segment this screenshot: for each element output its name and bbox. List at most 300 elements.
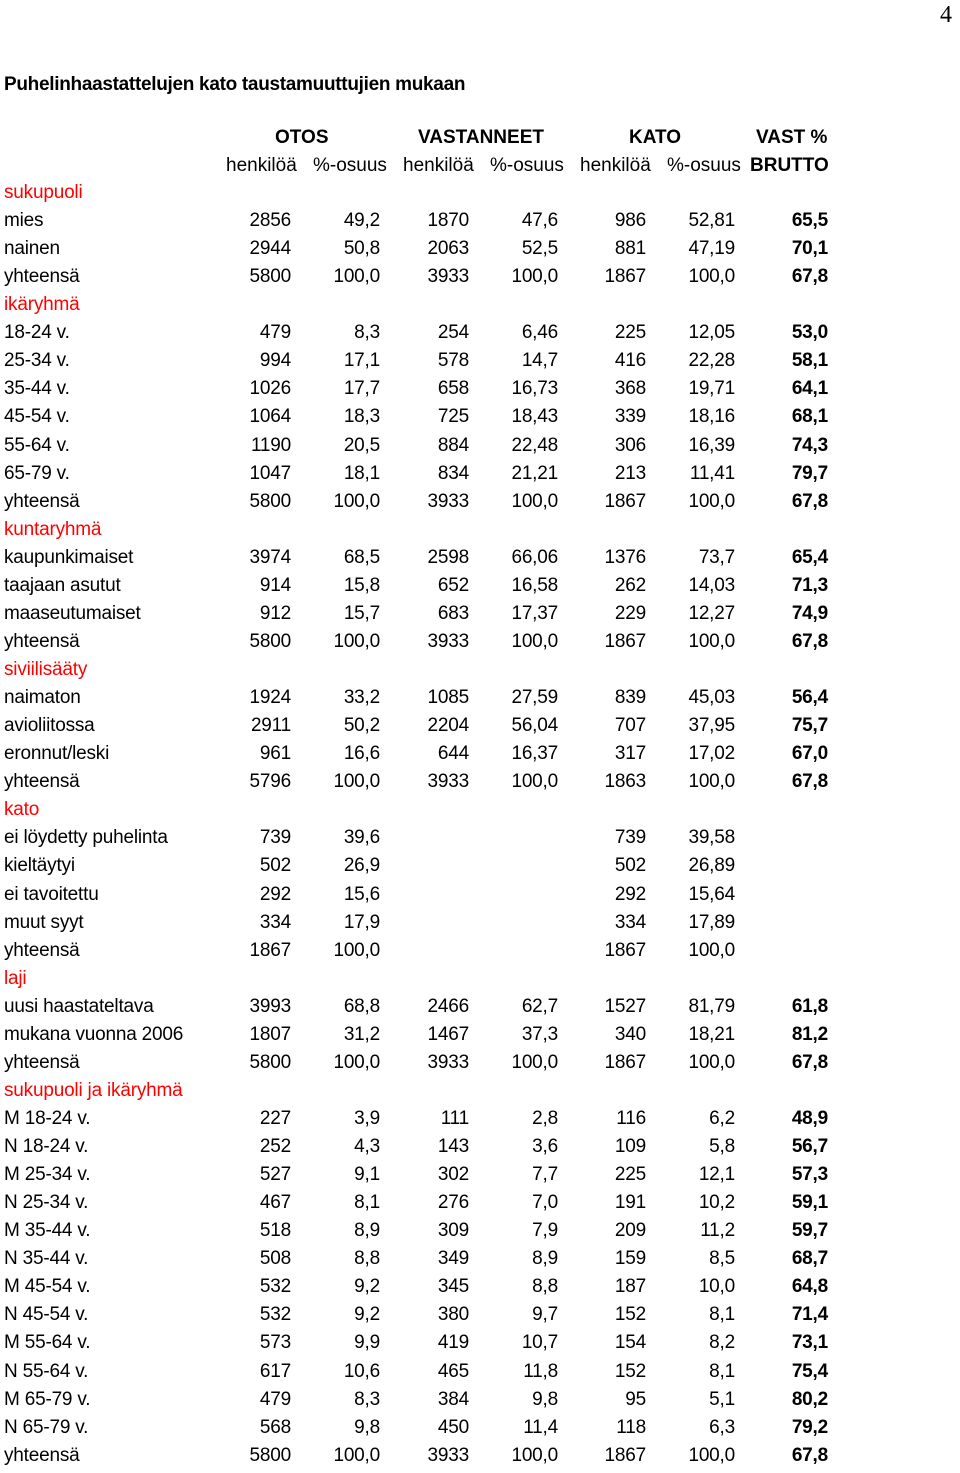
cell-otos-osuus: 8,3 [354,1388,380,1410]
cell-kato-henkiloa: 1867 [604,630,646,652]
table-row [0,491,960,519]
cell-kato-henkiloa: 881 [614,238,646,260]
section-header [0,519,960,547]
row-label: kaupunkimaiset [4,546,134,568]
subheader-otos-henkiloa: henkilöä [226,155,297,176]
cell-otos-henkiloa: 1924 [249,687,291,709]
cell-vastanneet-henkiloa: 450 [437,1416,469,1438]
cell-vast-brutto: 61,8 [791,995,828,1017]
cell-vastanneet-henkiloa: 2598 [427,546,469,568]
row-label: 35-44 v. [4,378,70,400]
cell-vast-brutto: 57,3 [791,1164,828,1186]
cell-kato-osuus: 10,2 [698,1192,735,1214]
table-row [0,603,960,631]
table-row [0,547,960,575]
cell-vastanneet-henkiloa: 2063 [427,238,469,260]
cell-kato-henkiloa: 368 [614,378,646,400]
cell-vast-brutto: 67,8 [791,771,828,793]
cell-kato-osuus: 5,8 [709,1136,735,1158]
table-row [0,1332,960,1360]
row-label: taajaan asutut [4,574,121,596]
cell-vast-brutto: 53,0 [791,322,828,344]
row-label: eronnut/leski [4,743,110,765]
cell-kato-henkiloa: 416 [614,350,646,372]
table-row [0,1304,960,1332]
cell-kato-osuus: 39,58 [688,827,735,849]
cell-kato-henkiloa: 839 [614,687,646,709]
table-row [0,940,960,968]
cell-otos-henkiloa: 532 [259,1276,291,1298]
table-row [0,1361,960,1389]
cell-vastanneet-osuus: 22,48 [511,434,558,456]
cell-kato-henkiloa: 1867 [604,490,646,512]
cell-otos-osuus: 100,0 [333,266,380,288]
cell-vastanneet-henkiloa: 658 [437,378,469,400]
row-label: N 18-24 v. [4,1136,89,1158]
cell-vastanneet-henkiloa: 3933 [427,266,469,288]
cell-kato-henkiloa: 1376 [604,546,646,568]
table-row [0,743,960,771]
cell-vast-brutto: 58,1 [791,350,828,372]
cell-otos-osuus: 10,6 [343,1360,380,1382]
cell-vastanneet-henkiloa: 276 [437,1192,469,1214]
cell-vastanneet-osuus: 9,7 [532,1304,558,1326]
cell-vast-brutto: 64,8 [791,1276,828,1298]
row-label: N 55-64 v. [4,1360,89,1382]
row-label: M 65-79 v. [4,1388,91,1410]
header-group-vastanneet: VASTANNEET [418,127,544,148]
cell-vastanneet-osuus: 62,7 [521,995,558,1017]
cell-kato-henkiloa: 1867 [604,939,646,961]
section-header [0,659,960,687]
section-label: laji [4,967,27,989]
row-label: yhteensä [4,266,80,288]
cell-vastanneet-henkiloa: 384 [437,1388,469,1410]
row-label: nainen [4,238,60,260]
cell-otos-henkiloa: 617 [259,1360,291,1382]
cell-vastanneet-henkiloa: 578 [437,350,469,372]
cell-kato-henkiloa: 1867 [604,1444,646,1466]
cell-otos-henkiloa: 532 [259,1304,291,1326]
cell-otos-osuus: 8,3 [354,322,380,344]
cell-kato-osuus: 100,0 [688,771,735,793]
table-row [0,1164,960,1192]
cell-vast-brutto: 68,1 [791,406,828,428]
cell-kato-henkiloa: 116 [616,1107,646,1129]
table-row [0,1276,960,1304]
cell-kato-henkiloa: 154 [614,1332,646,1354]
cell-vastanneet-osuus: 100,0 [511,266,558,288]
cell-vast-brutto: 74,3 [791,434,828,456]
cell-vastanneet-henkiloa: 1085 [427,687,469,709]
table-row [0,406,960,434]
cell-otos-henkiloa: 467 [259,1192,291,1214]
cell-otos-osuus: 20,5 [343,434,380,456]
cell-otos-osuus: 100,0 [333,771,380,793]
cell-kato-henkiloa: 109 [614,1136,646,1158]
cell-kato-henkiloa: 334 [614,911,646,933]
cell-vast-brutto: 59,7 [791,1220,828,1242]
cell-vastanneet-henkiloa: 111 [440,1107,469,1129]
cell-vastanneet-henkiloa: 3933 [427,630,469,652]
cell-kato-henkiloa: 986 [614,210,646,232]
cell-otos-henkiloa: 252 [259,1136,291,1158]
cell-vastanneet-henkiloa: 644 [437,743,469,765]
cell-kato-osuus: 6,2 [709,1107,735,1129]
cell-otos-henkiloa: 5800 [249,266,291,288]
cell-vast-brutto: 80,2 [791,1388,828,1410]
cell-kato-osuus: 22,28 [688,350,735,372]
cell-kato-osuus: 47,19 [688,238,735,260]
cell-kato-osuus: 100,0 [688,630,735,652]
cell-vast-brutto: 67,8 [791,630,828,652]
cell-otos-henkiloa: 527 [259,1164,291,1186]
cell-kato-henkiloa: 152 [614,1360,646,1382]
cell-otos-osuus: 31,2 [343,1023,380,1045]
cell-vast-brutto: 68,7 [791,1248,828,1270]
cell-vastanneet-osuus: 6,46 [521,322,558,344]
table-row [0,266,960,294]
table-row [0,1417,960,1445]
cell-vastanneet-osuus: 17,37 [511,602,558,624]
table-row [0,1024,960,1052]
cell-otos-osuus: 49,2 [343,210,380,232]
row-label: yhteensä [4,630,80,652]
table-row [0,1248,960,1276]
cell-vastanneet-osuus: 47,6 [521,210,558,232]
cell-otos-henkiloa: 739 [259,827,291,849]
cell-otos-osuus: 16,6 [343,743,380,765]
cell-kato-henkiloa: 152 [614,1304,646,1326]
cell-kato-osuus: 100,0 [688,939,735,961]
cell-otos-henkiloa: 914 [259,574,291,596]
cell-kato-henkiloa: 317 [614,743,646,765]
cell-otos-henkiloa: 227 [259,1107,291,1129]
row-label: 45-54 v. [4,406,70,428]
row-label: yhteensä [4,939,80,961]
cell-otos-osuus: 17,9 [343,911,380,933]
cell-kato-henkiloa: 213 [614,462,646,484]
cell-kato-osuus: 100,0 [688,1444,735,1466]
cell-vastanneet-osuus: 100,0 [511,771,558,793]
cell-kato-osuus: 73,7 [698,546,735,568]
cell-kato-henkiloa: 1527 [604,995,646,1017]
row-label: M 35-44 v. [4,1220,91,1242]
cell-kato-osuus: 8,2 [709,1332,735,1354]
cell-otos-osuus: 9,2 [354,1304,380,1326]
cell-vastanneet-henkiloa: 3933 [427,1444,469,1466]
cell-kato-henkiloa: 292 [614,883,646,905]
cell-kato-henkiloa: 739 [614,827,646,849]
row-label: N 35-44 v. [4,1248,89,1270]
cell-vastanneet-osuus: 16,58 [511,574,558,596]
cell-vast-brutto: 71,3 [791,574,828,596]
cell-kato-osuus: 100,0 [688,1051,735,1073]
document-title: Puhelinhaastattelujen kato taustamuuttujien mukaan [4,74,466,95]
cell-kato-osuus: 8,5 [709,1248,735,1270]
subheader-vastanneet-osuus: %-osuus [490,155,564,176]
cell-vastanneet-osuus: 10,7 [521,1332,558,1354]
cell-otos-henkiloa: 573 [259,1332,291,1354]
cell-kato-osuus: 12,1 [698,1164,735,1186]
cell-vastanneet-henkiloa: 380 [437,1304,469,1326]
cell-otos-henkiloa: 3974 [249,546,291,568]
table-row [0,996,960,1024]
cell-kato-henkiloa: 225 [614,322,646,344]
cell-otos-henkiloa: 5800 [249,1444,291,1466]
cell-vastanneet-henkiloa: 1467 [427,1023,469,1045]
cell-kato-osuus: 5,1 [709,1388,735,1410]
cell-vastanneet-osuus: 3,6 [532,1136,558,1158]
table-row [0,1136,960,1164]
table-row [0,1445,960,1473]
cell-vastanneet-osuus: 100,0 [511,490,558,512]
cell-kato-henkiloa: 502 [614,855,646,877]
cell-otos-osuus: 8,1 [354,1192,380,1214]
cell-otos-henkiloa: 508 [259,1248,291,1270]
cell-kato-osuus: 17,89 [688,911,735,933]
cell-kato-henkiloa: 159 [614,1248,646,1270]
table-row [0,1220,960,1248]
cell-kato-henkiloa: 187 [614,1276,646,1298]
cell-vast-brutto: 67,8 [791,490,828,512]
cell-vastanneet-osuus: 27,59 [511,687,558,709]
row-label: 65-79 v. [4,462,70,484]
cell-vastanneet-henkiloa: 3933 [427,1051,469,1073]
cell-kato-osuus: 10,0 [698,1276,735,1298]
table-row [0,238,960,266]
cell-otos-osuus: 100,0 [333,1444,380,1466]
header-group-otos: OTOS [275,127,329,148]
cell-kato-henkiloa: 262 [614,574,646,596]
row-label: M 25-34 v. [4,1164,91,1186]
cell-vastanneet-osuus: 16,73 [511,378,558,400]
table-row [0,378,960,406]
cell-otos-osuus: 9,2 [354,1276,380,1298]
cell-otos-henkiloa: 1867 [249,939,291,961]
cell-kato-osuus: 11,2 [700,1220,735,1242]
cell-vast-brutto: 75,4 [791,1360,828,1382]
row-label: N 45-54 v. [4,1304,89,1326]
section-label: kuntaryhmä [4,518,102,540]
subheader-kato-henkiloa: henkilöä [580,155,651,176]
cell-vastanneet-henkiloa: 683 [437,602,469,624]
row-label: yhteensä [4,771,80,793]
cell-vastanneet-henkiloa: 349 [437,1248,469,1270]
cell-kato-henkiloa: 95 [625,1388,646,1410]
cell-vastanneet-henkiloa: 254 [437,322,469,344]
table-row [0,322,960,350]
subheader-brutto: BRUTTO [750,155,829,176]
cell-otos-henkiloa: 479 [259,1388,291,1410]
cell-vastanneet-henkiloa: 3933 [427,490,469,512]
cell-vastanneet-henkiloa: 2204 [427,715,469,737]
cell-vastanneet-henkiloa: 419 [437,1332,469,1354]
cell-kato-osuus: 12,27 [688,602,735,624]
cell-kato-osuus: 18,21 [688,1023,735,1045]
subheader-otos-osuus: %-osuus [313,155,387,176]
cell-vastanneet-osuus: 2,8 [532,1107,558,1129]
cell-otos-henkiloa: 2856 [249,210,291,232]
cell-kato-henkiloa: 1867 [604,266,646,288]
cell-vast-brutto: 71,4 [791,1304,828,1326]
cell-vast-brutto: 81,2 [791,1023,828,1045]
cell-otos-osuus: 18,3 [343,406,380,428]
cell-vast-brutto: 64,1 [791,378,828,400]
table-row [0,855,960,883]
row-label: yhteensä [4,490,80,512]
cell-vastanneet-osuus: 52,5 [521,238,558,260]
cell-kato-osuus: 8,1 [709,1304,735,1326]
cell-kato-osuus: 17,02 [688,743,735,765]
cell-otos-osuus: 9,8 [354,1416,380,1438]
section-label: ikäryhmä [4,294,80,316]
table-row [0,687,960,715]
cell-otos-henkiloa: 2911 [250,715,291,737]
cell-vast-brutto: 74,9 [791,602,828,624]
cell-vastanneet-osuus: 100,0 [511,1444,558,1466]
cell-vast-brutto: 56,4 [791,687,828,709]
cell-kato-henkiloa: 191 [614,1192,646,1214]
table-row [0,1389,960,1417]
cell-kato-henkiloa: 306 [614,434,646,456]
cell-vastanneet-osuus: 8,8 [532,1276,558,1298]
row-label: 25-34 v. [4,350,70,372]
row-label: avioliitossa [4,715,95,737]
section-header [0,182,960,210]
cell-otos-osuus: 50,2 [343,715,380,737]
cell-vastanneet-osuus: 11,8 [523,1360,558,1382]
cell-kato-osuus: 16,39 [688,434,735,456]
cell-otos-osuus: 68,8 [343,995,380,1017]
cell-otos-henkiloa: 1190 [250,434,291,456]
cell-kato-osuus: 19,71 [688,378,735,400]
cell-kato-osuus: 18,16 [688,406,735,428]
table-row [0,1192,960,1220]
cell-kato-osuus: 11,41 [689,462,735,484]
table-row [0,884,960,912]
table-row [0,715,960,743]
table-row [0,827,960,855]
cell-kato-henkiloa: 229 [614,602,646,624]
cell-vastanneet-osuus: 18,43 [511,406,558,428]
cell-vast-brutto: 70,1 [791,238,828,260]
cell-vast-brutto: 67,0 [791,743,828,765]
cell-kato-osuus: 45,03 [688,687,735,709]
cell-vast-brutto: 67,8 [791,266,828,288]
cell-otos-henkiloa: 5800 [249,490,291,512]
cell-kato-henkiloa: 340 [614,1023,646,1045]
cell-otos-osuus: 100,0 [333,490,380,512]
cell-otos-henkiloa: 5800 [249,630,291,652]
section-header [0,1080,960,1108]
cell-kato-osuus: 8,1 [709,1360,735,1382]
row-label: mies [4,210,44,232]
cell-vastanneet-osuus: 14,7 [521,350,558,372]
cell-otos-osuus: 18,1 [343,462,380,484]
section-label: sukupuoli ja ikäryhmä [4,1079,183,1101]
cell-vastanneet-osuus: 8,9 [532,1248,558,1270]
cell-vast-brutto: 73,1 [791,1332,828,1354]
cell-otos-osuus: 17,7 [343,378,380,400]
cell-otos-henkiloa: 961 [259,743,291,765]
cell-otos-henkiloa: 1064 [249,406,291,428]
cell-otos-osuus: 8,8 [354,1248,380,1270]
cell-kato-osuus: 26,89 [688,855,735,877]
row-label: 55-64 v. [4,434,70,456]
cell-vastanneet-henkiloa: 143 [437,1136,469,1158]
row-label: yhteensä [4,1051,80,1073]
cell-otos-osuus: 33,2 [343,687,380,709]
cell-vastanneet-henkiloa: 309 [437,1220,469,1242]
cell-otos-osuus: 3,9 [354,1107,380,1129]
cell-otos-osuus: 15,6 [343,883,380,905]
cell-vast-brutto: 59,1 [791,1192,828,1214]
cell-vast-brutto: 79,2 [791,1416,828,1438]
row-label: M 55-64 v. [4,1332,91,1354]
cell-vastanneet-henkiloa: 652 [437,574,469,596]
cell-kato-osuus: 100,0 [688,490,735,512]
table-row [0,350,960,378]
cell-vast-brutto: 56,7 [791,1136,828,1158]
cell-kato-osuus: 14,03 [688,574,735,596]
section-label: siviilisääty [4,659,88,681]
cell-vastanneet-henkiloa: 302 [437,1164,469,1186]
cell-vast-brutto: 75,7 [791,715,828,737]
cell-vastanneet-henkiloa: 2466 [427,995,469,1017]
cell-kato-osuus: 15,64 [688,883,735,905]
cell-vastanneet-henkiloa: 834 [437,462,469,484]
row-label: M 18-24 v. [4,1107,91,1129]
cell-vastanneet-osuus: 100,0 [511,1051,558,1073]
cell-otos-osuus: 4,3 [354,1136,380,1158]
row-label: M 45-54 v. [4,1276,91,1298]
cell-otos-henkiloa: 502 [259,855,291,877]
row-label: naimaton [4,687,81,709]
cell-vastanneet-osuus: 7,0 [532,1192,558,1214]
cell-vastanneet-osuus: 100,0 [511,630,558,652]
header-group-kato: KATO [629,127,682,148]
cell-otos-osuus: 8,9 [354,1220,380,1242]
cell-otos-henkiloa: 334 [259,911,291,933]
section-header [0,968,960,996]
cell-vastanneet-henkiloa: 465 [437,1360,469,1382]
subheader-vastanneet-henkiloa: henkilöä [403,155,474,176]
row-label: yhteensä [4,1444,80,1466]
cell-kato-henkiloa: 118 [616,1416,646,1438]
cell-otos-henkiloa: 568 [259,1416,291,1438]
cell-otos-osuus: 15,7 [343,602,380,624]
cell-otos-osuus: 9,1 [354,1164,380,1186]
cell-otos-henkiloa: 518 [259,1220,291,1242]
header-group-vast: VAST % [756,127,828,148]
table-row [0,631,960,659]
cell-kato-osuus: 6,3 [709,1416,735,1438]
cell-vastanneet-osuus: 9,8 [532,1388,558,1410]
cell-vast-brutto: 67,8 [791,1051,828,1073]
cell-vast-brutto: 65,4 [791,546,828,568]
cell-otos-henkiloa: 1807 [249,1023,291,1045]
cell-vastanneet-osuus: 7,7 [532,1164,558,1186]
cell-vastanneet-henkiloa: 345 [437,1276,469,1298]
row-label: ei löydetty puhelinta [4,827,168,849]
cell-vastanneet-henkiloa: 725 [437,406,469,428]
cell-vastanneet-osuus: 37,3 [521,1023,558,1045]
row-label: uusi haastateltava [4,995,154,1017]
table-row [0,1108,960,1136]
cell-otos-osuus: 68,5 [343,546,380,568]
table-row [0,210,960,238]
